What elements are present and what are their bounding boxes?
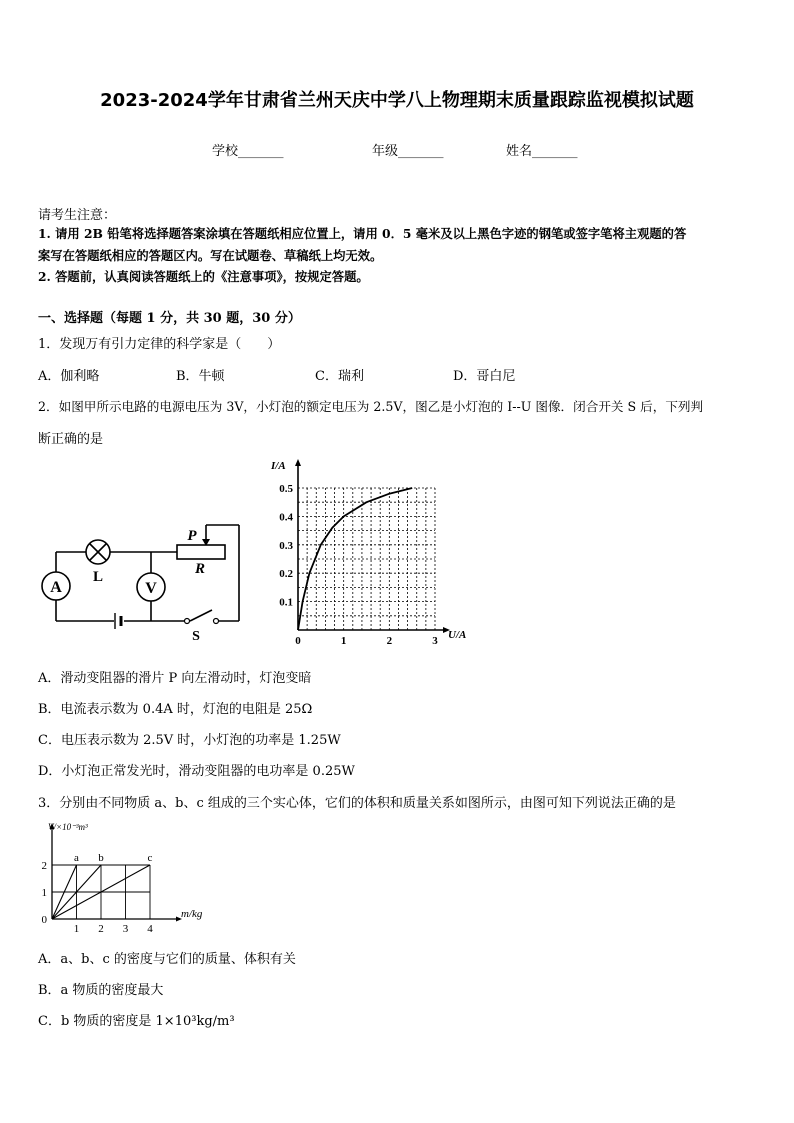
slider-label: P <box>187 528 197 544</box>
switch-label: S <box>192 629 200 644</box>
lamp-icon <box>86 540 110 564</box>
grade-field: 年级_______ <box>372 144 444 159</box>
q1-stem: 1．发现万有引力定律的科学家是（ ） <box>38 337 281 352</box>
lamp-label: L <box>92 569 104 585</box>
x-tick-label: 3 <box>122 923 129 935</box>
x-tick-label: 3 <box>432 635 438 647</box>
ammeter-label: A <box>50 579 62 596</box>
voltmeter-label: V <box>145 580 157 597</box>
series-label-b: b <box>98 852 104 864</box>
x-axis-label: m/kg <box>181 908 203 920</box>
series-label-c: c <box>147 852 153 864</box>
q2-stem-b: 断正确的是 <box>38 432 104 447</box>
notice-line-1a: 1. 请用 2B 铅笔将选择题答案涂填在答题纸相应位置上，请用 0．5 毫米及以上黑色字迹的钢笔或签字笔将主观题的答 <box>38 226 687 241</box>
q2-option-b: B．电流表示数为 0.4A 时，灯泡的电阻是 25Ω <box>38 702 313 717</box>
q3-stem: 3．分别由不同物质 a、b、c 组成的三个实心体，它们的体积和质量关系如图所示，由图可知下列说法正确的是 <box>38 796 676 811</box>
x-tick-label: 0 <box>295 635 301 647</box>
circuit-diagram <box>34 520 244 645</box>
x-tick-label: 2 <box>98 923 104 935</box>
x-tick-label: 1 <box>340 635 347 647</box>
ammeter-icon <box>42 572 70 600</box>
q2-stem-a: 2．如图甲所示电路的电源电压为 3V，小灯泡的额定电压为 2.5V，图乙是小灯泡的 I--U 图像．闭合开关 S 后，下列判 <box>38 399 704 414</box>
name-field: 姓名_______ <box>506 144 578 159</box>
q1-option-c: C．瑞利 <box>315 369 364 384</box>
x-tick-label: 1 <box>73 923 80 935</box>
y-axis-arrow <box>295 459 301 466</box>
school-field: 学校_______ <box>212 144 284 159</box>
q1-option-b: B．牛顿 <box>176 369 225 384</box>
q2-option-a: A．滑动变阻器的滑片 P 向左滑动时，灯泡变暗 <box>38 671 312 686</box>
y-tick-label: 2 <box>41 860 47 872</box>
rheostat-icon <box>177 545 225 559</box>
q3-option-c: C．b 物质的密度是 1×10³kg/m³ <box>38 1014 235 1029</box>
q2-option-c: C．电压表示数为 2.5V 时，小灯泡的功率是 1.25W <box>38 733 341 748</box>
rheostat-label: R <box>194 561 206 577</box>
iu-chart <box>262 452 477 647</box>
q1-option-d: D．哥白尼 <box>453 369 516 384</box>
series-label-a: a <box>74 852 79 864</box>
y-axis-label: V/×10⁻³m³ <box>48 822 88 832</box>
y-tick-label: 1 <box>41 887 47 899</box>
notice-heading: 请考生注意： <box>38 208 117 223</box>
notice-line-1b: 案写在答题纸相应的答题区内。写在试题卷、草稿纸上均无效。 <box>38 248 383 263</box>
x-axis-label: U/A <box>448 629 467 641</box>
section-heading: 一、选择题（每题 1 分，共 30 题，30 分） <box>38 311 301 326</box>
notice-line-2: 2. 答题前，认真阅读答题纸上的《注意事项》，按规定答题。 <box>38 269 369 284</box>
y-tick-label: 0.4 <box>279 511 293 524</box>
q3-option-b: B．a 物质的密度最大 <box>38 983 164 998</box>
x-tick-label: 4 <box>147 923 153 935</box>
q2-option-d: D．小灯泡正常发光时，滑动变阻器的电功率是 0.25W <box>38 764 355 779</box>
x-tick-label: 2 <box>386 635 393 647</box>
voltmeter-icon <box>137 573 165 601</box>
y-tick-label: 0.5 <box>279 483 293 495</box>
y-tick-label: 0.3 <box>279 539 293 552</box>
y-tick-label: 0.1 <box>279 596 293 609</box>
q1-option-a: A．伽利略 <box>38 369 100 384</box>
page-title: 2023-2024学年甘肃省兰州天庆中学八上物理期末质量跟踪监视模拟试题 <box>100 90 694 111</box>
y-axis-label: I/A <box>271 460 286 472</box>
y-tick-label: 0.2 <box>279 568 293 581</box>
y-tick-label: 0 <box>41 914 47 926</box>
vm-chart <box>30 817 215 939</box>
q3-option-a: A．a、b、c 的密度与它们的质量、体积有关 <box>38 952 296 967</box>
